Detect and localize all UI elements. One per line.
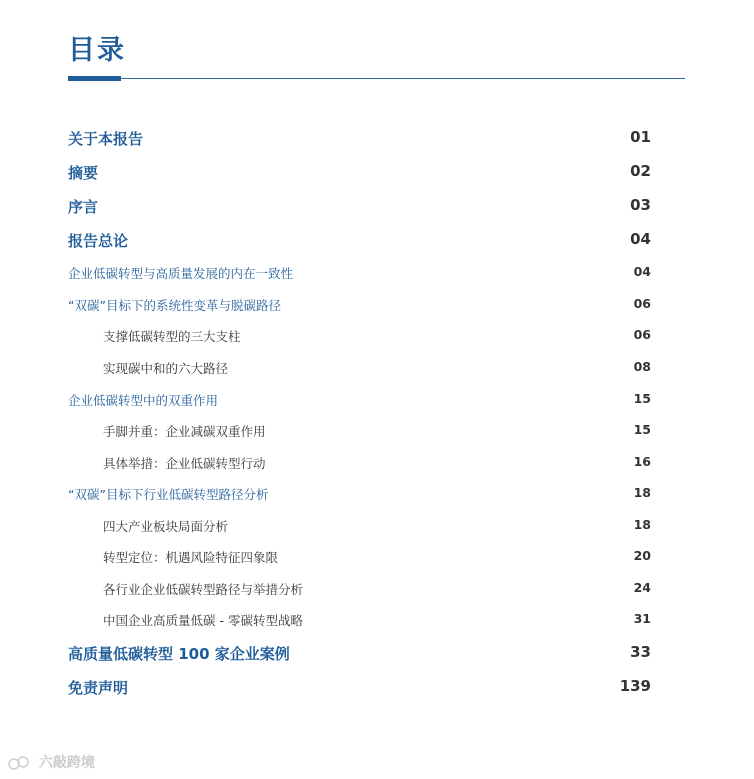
toc-entry-label: 手脚并重：企业减碳双重作用: [103, 424, 266, 439]
toc-entry-label: 高质量低碳转型 100 家企业案例: [68, 645, 290, 663]
watermark-logo-icon: [8, 755, 34, 771]
toc-entry-page: 33: [630, 643, 651, 661]
toc-entry-label: 免责声明: [68, 679, 129, 697]
watermark: [8, 752, 95, 772]
toc-entry-page: 139: [619, 677, 651, 695]
toc-entry-page: 18: [633, 517, 651, 532]
toc-entry-page: 31: [633, 611, 651, 626]
toc-entry-page: 24: [633, 580, 651, 595]
page-title: 目录: [68, 35, 126, 66]
toc-entry-label: 企业低碳转型与高质量发展的内在一致性: [68, 266, 294, 281]
toc-entry-label: 摘要: [68, 164, 99, 182]
toc-entry-label: 实现碳中和的六大路径: [103, 361, 229, 376]
toc-entry-label: “双碳”目标下行业低碳转型路径分析: [68, 487, 269, 502]
toc-entry-label: 企业低碳转型中的双重作用: [68, 393, 219, 408]
toc-entry-label: 中国企业高质量低碳 - 零碳转型战略: [103, 613, 303, 628]
toc-entry-page: 15: [633, 391, 651, 406]
toc-entry-label: 支撑低碳转型的三大支柱: [103, 329, 241, 344]
toc-entry-page: 04: [633, 264, 651, 279]
toc-entry-label: 关于本报告: [68, 130, 144, 148]
toc-entry-label: 四大产业板块局面分析: [103, 519, 229, 534]
toc-entry-page: 15: [633, 422, 651, 437]
watermark-text: 六敲跨境: [38, 755, 95, 771]
toc-entry-page: 01: [630, 128, 651, 146]
toc-entry-page: 20: [633, 548, 651, 563]
toc-entry-label: 各行业企业低碳转型路径与举措分析: [103, 582, 304, 597]
toc-entry-page: 02: [630, 162, 651, 180]
toc-entry-page: 06: [633, 327, 651, 342]
toc-entry-label: “双碳”目标下的系统性变革与脱碳路径: [68, 298, 281, 313]
toc-entry-label: 转型定位：机遇风险特征四象限: [103, 550, 279, 565]
toc-entry-label: 序言: [68, 198, 99, 216]
toc-entry-page: 18: [633, 485, 651, 500]
toc-entry-page: 03: [630, 196, 651, 214]
toc-entry-page: 04: [630, 230, 651, 248]
toc-entry-page: 06: [633, 296, 651, 311]
toc-entry-page: 08: [633, 359, 651, 374]
toc-entry-page: 16: [633, 454, 651, 469]
toc-entry-label: 报告总论: [68, 232, 129, 250]
toc-entry-label: 具体举措：企业低碳转型行动: [103, 456, 266, 471]
